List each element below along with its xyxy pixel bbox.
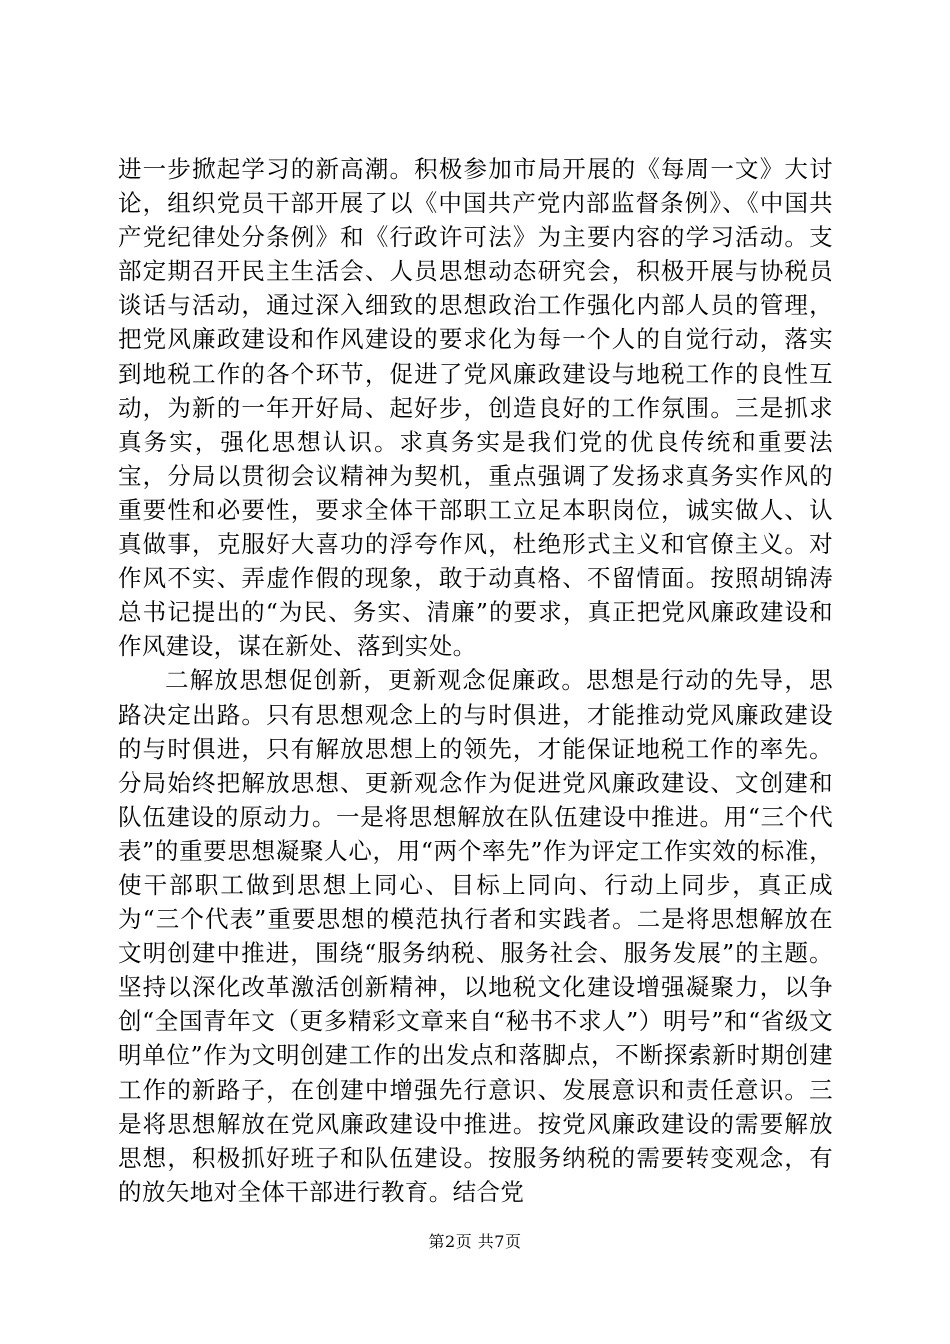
paragraph-1: 进一步掀起学习的新高潮。积极参加市局开展的《每周一文》大讨论，组织党员干部开展了以《中国共产党内部监督条例》、《中国共产党纪律处分条例》和《行政许可法》为主要内容的学习活动。支部定期召开民主生活会、人员思想动态研究会，积极开展与协税员谈话与活动，通过深入细致的思想政治工作强化内部人员的管理，把党风廉政建设和作风建设的要求化为每一个人的自觉行动，落实到地税工作的各个环节，促进了党风廉政建设与地税工作的良性互动，为新的一年开好局、起好步，创造良好的工作氛围。三是抓求真务实，强化思想认识。求真务实是我们党的优良传统和重要法宝，分局以贯彻会议精神为契机，重点强调了发扬求真务实作风的重要性和必要性，要求全体干部职工立足本职岗位，诚实做人、认真做事，克服好大喜功的浮夸作风，杜绝形式主义和官僚主义。对作风不实、弄虚作假的现象，敢于动真格、不留情面。按照胡锦涛总书记提出的“为民、务实、清廉”的要求，真正把党风廉政建设和作风建设，谋在新处、落到实处。 [118, 155, 833, 661]
document-body [118, 152, 833, 1209]
paragraph-2: 二解放思想促创新，更新观念促廉政。思想是行动的先导，思路决定出路。只有思想观念上的与时俱进，才能推动党风廉政建设的与时俱进，只有解放思想上的领先，才能保证地税工作的率先。分局始终把解放思想、更新观念作为促进党风廉政建设、文创建和队伍建设的原动力。一是将思想解放在队伍建设中推进。用“三个代表”的重要思想凝聚人心，用“两个率先”作为评定工作实效的标准，使干部职工做到思想上同心、目标上同向、行动上同步，真正成为“三个代表”重要思想的模范执行者和实践者。二是将思想解放在文明创建中推进，围绕“服务纳税、服务社会、服务发展”的主题。坚持以深化改革激活创新精神，以地税文化建设增强凝聚力，以争创“全国青年文（更多精彩文章来自“秘书不求人”）明号”和“省级文明单位”作为文明创建工作的出发点和落脚点，不断探索新时期创建工作的新路子，在创建中增强先行意识、发展意识和责任意识。三是将思想解放在党风廉政建设中推进。按党风廉政建设的需要解放思想，积极抓好班子和队伍建设。按服务纳税的需要转变观念，有的放矢地对全体干部进行教育。结合党 [118, 666, 833, 1206]
page-footer: 第2页 共7页 [428, 1232, 522, 1251]
